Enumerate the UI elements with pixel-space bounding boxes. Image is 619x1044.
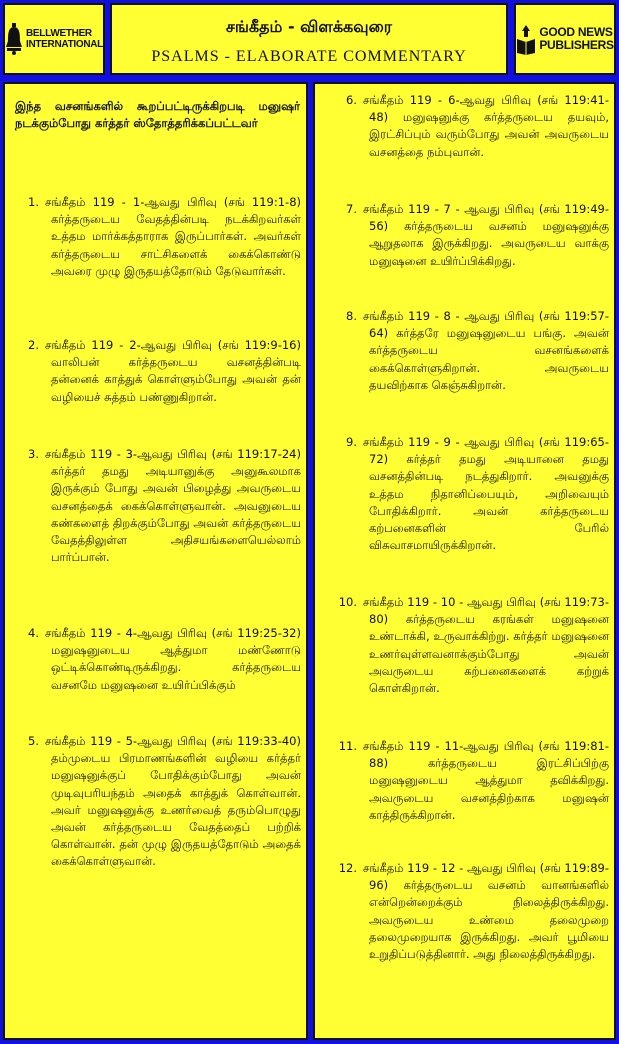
bell-icon	[5, 23, 23, 55]
title-english: PSALMS - ELABORATE COMMENTARY	[151, 48, 467, 65]
item-text: சங்கீதம் 119 - 1-ஆவது பிரிவு (சங் 119:1-8) கர்த்தருடைய வேதத்தின்படி நடக்கிறவர்கள் உத்தம மார்க்கத்தாராக இருப்பார்கள். அவர்கள் கர்த்தருடைய சாட்சிகளைக் கைக்கொண்டு அவரை முழு இருதயத்தோடும் தேடுவார்கள்.	[45, 195, 301, 278]
item-number: 2.	[28, 338, 39, 352]
item-number: 5.	[28, 734, 39, 748]
intro-heading: இந்த வசனங்களில் கூறப்பட்டிருக்கிறபடி மனுஷர் நடக்கும்போது கர்த்தர் ஸ்தோத்தரிக்கப்பட்டவர்	[15, 99, 300, 130]
item-text: சங்கீதம் 119 - 11-ஆவது பிரிவு (சங் 119:81-88) கர்த்தருடைய இரட்சிப்பிற்கு மனுஷனுடைய ஆத்துமா தவிக்கிறது. அவருடைய வசனத்திற்காக மனுஷன் காத்திருக்கிறான்.	[363, 739, 609, 822]
list-item	[28, 446, 301, 566]
list-item	[346, 92, 609, 161]
logo-left-line1: BELLWETHER	[25, 28, 92, 39]
item-text: சங்கீதம் 119 - 5-ஆவது பிரிவு (சங் 119:33-40) தம்முடைய பிரமாணங்களின் வழியை கர்த்தர் மனுஷனுக்குப் போதிக்கும்போது அவன் முடிவுபரியந்தம் அதைக் காத்துக் கொள்வான். அவர் மனுஷனுக்கு உணர்வைத் தரும்பொழுது அவன் கர்த்தருடைய வேதத்தைப் பற்றிக் கொள்வான். தன் முழு இருதயத்தோடும் அதைக் கைக்கொள்ளுவான்.	[45, 734, 301, 869]
item-number: 10.	[338, 595, 357, 609]
logo-right-line2: PUBLISHERS	[539, 38, 614, 52]
item-number: 9.	[346, 435, 357, 449]
item-number: 12.	[338, 861, 357, 875]
item-text: சங்கீதம் 119 - 12 - ஆவது பிரிவு (சங் 119:89-96) கர்த்தருடைய வசனம் வானங்களில் என்றென்றைக்கும் நிலைத்திருக்கிறது. அவருடைய உண்மை தலைமுறை தலைமுறையாக இருக்கிறது. அவர் பூமியை உறுதிப்படுத்தினார். அது நிலைத்திருக்கிறது.	[363, 861, 609, 962]
item-number: 3.	[28, 447, 39, 461]
item-text: சங்கீதம் 119 - 10 - ஆவது பிரிவு (சங் 119:73-80) கர்த்தருடைய கரங்கள் மனுஷனை உண்டாக்கி, உருவாக்கிற்று. கர்த்தர் மனுஷனை உணர்வுள்ளவனாக்கும்போது அவன் அவருடைய கற்பனைகளைக் கற்றுக் கொள்கிறான்.	[363, 595, 609, 696]
item-number: 4.	[28, 626, 39, 640]
logo-right-line1: GOOD NEWS	[539, 25, 613, 39]
list-item	[28, 337, 301, 406]
page-header	[110, 3, 508, 75]
item-text: சங்கீதம் 119 - 7 - ஆவது பிரிவு (சங் 119:49-56) கர்த்தருடைய வசனம் மனுஷனுக்கு ஆறுதலாக இருக்கிறது. அவருடைய வாக்கு மனுஷனை உயிர்ப்பிக்கிறது.	[363, 202, 609, 268]
right-column	[313, 82, 616, 1040]
list-item	[28, 625, 301, 694]
good-news-logo	[514, 3, 616, 75]
item-text: சங்கீதம் 119 - 4-ஆவது பிரிவு (சங் 119:25-32) மனுஷனுடைய ஆத்துமா மண்ணோடு ஒட்டிக்கொண்டிருக்கிறது. கர்த்தருடைய வசனமே மனுஷனை உயிர்ப்பிக்கும்	[45, 626, 301, 692]
list-item	[28, 733, 301, 871]
bellwether-logo	[3, 3, 105, 75]
book-icon	[516, 23, 536, 55]
logo-left-line2: INTERNATIONAL	[25, 39, 103, 50]
list-item	[338, 594, 609, 697]
item-number: 1.	[28, 195, 39, 209]
title-tamil: சங்கீதம் - விளக்கவுரை	[225, 17, 392, 36]
item-text: சங்கீதம் 119 - 3-ஆவது பிரிவு (சங் 119:17-24) கர்த்தர் தமது அடியானுக்கு அனுகூலமாக இருக்கும் போது அவன் பிழைத்து அவருடைய வசனத்தைக் கைக்கொள்ளுவான். அவனுடைய கண்களைத் திறக்கும்போது அவன் கர்த்தருடைய வேதத்திலுள்ள அதிசயங்களையெல்லாம் பார்ப்பான்.	[45, 447, 301, 565]
list-item	[346, 434, 609, 554]
list-item	[28, 194, 301, 280]
item-text: சங்கீதம் 119 - 8 - ஆவது பிரிவு (சங் 119:57-64) கர்த்தரே மனுஷனுடைய பங்கு. அவன் கர்த்தருடைய வசனங்களைக் கைக்கொள்ளுகிறான். அவருடைய தயவிற்காக கெஞ்சுகிறான்.	[363, 309, 609, 392]
list-item	[338, 738, 609, 824]
item-number: 6.	[346, 93, 357, 107]
item-number: 11.	[338, 739, 357, 753]
left-column	[3, 82, 308, 1040]
item-text: சங்கீதம் 119 - 6-ஆவது பிரிவு (சங் 119:41-48) மனுஷனுக்கு கர்த்தருடைய தயவும், இரட்சிப்பும் வரும்போது அவன் அவருடைய வசனத்தை நம்புவான்.	[363, 93, 609, 159]
list-item	[346, 201, 609, 270]
list-item	[338, 860, 609, 963]
list-item	[346, 308, 609, 394]
item-number: 8.	[346, 309, 357, 323]
item-number: 7.	[346, 202, 357, 216]
item-text: சங்கீதம் 119 - 2-ஆவது பிரிவு (சங் 119:9-16) வாலிபன் கர்த்தருடைய வசனத்தின்படி தன்னைக் காத்துக் கொள்ளும்போது அவன் தன் வழியைச் சுத்தம் பண்ணுகிறான்.	[45, 338, 301, 404]
item-text: சங்கீதம் 119 - 9 - ஆவது பிரிவு (சங் 119:65-72) கர்த்தர் தமது அடியானை தமது வசனத்தின்படி நடத்துகிறார். அவனுக்கு உத்தம நிதானிப்பையும், அறிவையும் போதிக்கிறார். அவன் கர்த்தருடைய கற்பனைகளின் பேரில் விசுவாசமாயிருக்கிறான்.	[363, 435, 609, 553]
